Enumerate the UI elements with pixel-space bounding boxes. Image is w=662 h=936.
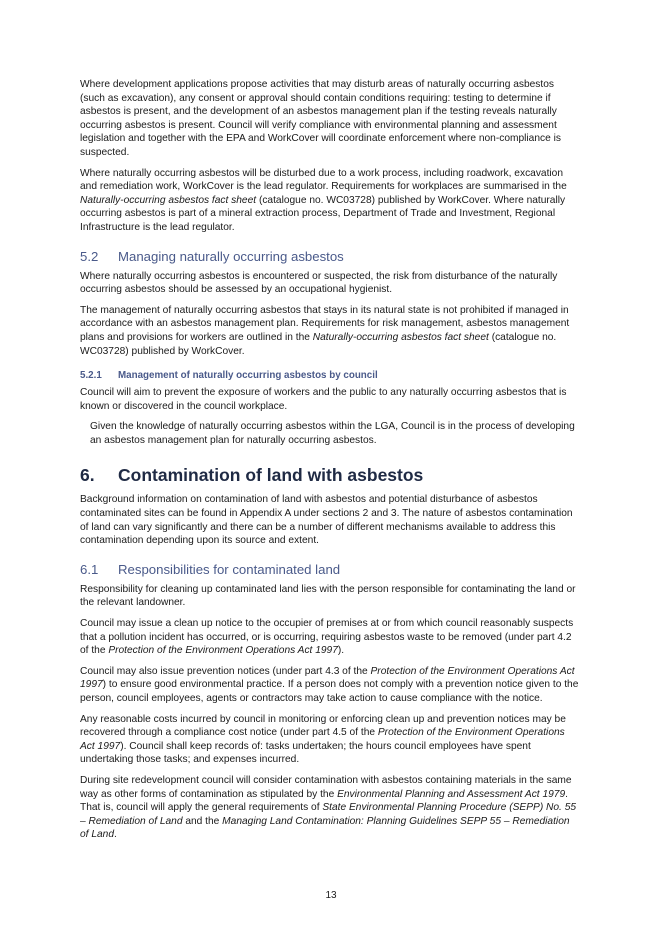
text-run: Council may also issue prevention notices (under part 4.3 of the xyxy=(80,665,371,677)
page-number: 13 xyxy=(325,890,337,901)
section-number: 6.1 xyxy=(80,561,99,577)
act-reference: Protection of the Environment Operations Act 1997 xyxy=(80,665,575,691)
paragraph-site-redevelopment xyxy=(80,774,580,842)
paragraph-risk-assessment: Where naturally occurring asbestos is encountered or suspected, the risk from disturbance of the naturally occurring asbestos should be assessed by an occupational hygienist. xyxy=(80,270,558,296)
text-run: ) to ensure good environmental practice. If a person does not comply with a prevention notice given to the person, council employees, agents or contractors may take action to cause compliance with the notice. xyxy=(80,679,579,704)
text-run: ). Council shall keep records of: tasks undertaken; the hours council employees have spent undertaking those tasks; and expenses incurred. xyxy=(80,740,531,766)
policy-reference: State Environmental Planning Procedure (SEPP) No. 55 – Remediation of Land xyxy=(80,802,577,827)
act-reference: Protection of the Environment Operations Act 1997 xyxy=(108,645,338,657)
act-reference: Environmental Planning and Assessment Act 1979 xyxy=(337,788,566,800)
section-title: Managing naturally occurring asbestos xyxy=(118,248,344,264)
paragraph-compliance-costs xyxy=(80,713,580,767)
paragraph-lga-knowledge: Given the knowledge of naturally occurring asbestos within the LGA, Council is in the process of developing an asbestos management plan for naturally occurring asbestos. xyxy=(90,421,575,446)
text-run: Council may issue a clean up notice to the occupier of premises at or from which council reasonably suspects that a pollution incident has occurred, or is occurring, requiring asbestos waste to be removed (under part 4.2 of the xyxy=(80,618,574,657)
act-reference: Protection of the Environment Operations Act 1997 xyxy=(80,727,565,752)
section-number: 5.2.1 xyxy=(80,370,102,382)
text-run: Any reasonable costs incurred by council in monitoring or enforcing clean up and prevention notices may be recovered through a compliance cost notice (under part 4.5 of the xyxy=(80,713,566,739)
paragraph-responsibility: Responsibility for cleaning up contaminated land lies with the person responsible for contaminating the land or the relevant landowner. xyxy=(80,583,576,609)
text-run: ). xyxy=(337,645,345,657)
paragraph-council-aim: Council will aim to prevent the exposure of workers and the public to any naturally occurring asbestos that is known or discovered in the council workplace. xyxy=(80,387,567,412)
text-run: The management of naturally occurring asbestos that stays in its natural state is not prohibited if managed in accordance with an asbestos management plan. Requirements for risk management, asbestos management plans and provisions for workers are outlined in the xyxy=(80,304,570,343)
document-reference: Naturally-occurring asbestos fact sheet xyxy=(312,331,489,343)
text-run: and the xyxy=(182,815,223,827)
section-heading-6 xyxy=(80,465,580,486)
text-run: (catalogue no. WC03728) published by WorkCover. xyxy=(80,331,557,357)
paragraph-development-applications: Where development applications propose activities that may disturb areas of naturally occurring asbestos (such as excavation), any consent or approval should contain conditions requiring: testing to determine if asbestos is present, and the development of an asbestos management plan if the testing reveals naturally occurring asbestos is present. Council will verify compliance with environmental planning and assessment legislation and together with the EPA and WorkCover will coordinate enforcement where non-compliance is suspected. xyxy=(80,79,561,158)
section-heading-5-2-1 xyxy=(80,370,580,381)
text-run: Where naturally occurring asbestos will be disturbed due to a work process, including roadwork, excavation and remediation work, WorkCover is the lead regulator. Requirements for workplaces are summarised in the xyxy=(80,167,567,193)
paragraph-workcover-lead-regulator xyxy=(80,167,580,235)
section-title: Management of naturally occurring asbestos by council xyxy=(118,370,378,382)
paragraph-clean-up-notice xyxy=(80,617,580,658)
document-reference: Naturally-occurring asbestos fact sheet xyxy=(80,194,257,206)
text-run: . xyxy=(114,829,117,841)
paragraph-management-plan xyxy=(80,304,580,358)
section-heading-5-2 xyxy=(80,249,580,264)
paragraph-background-information: Background information on contamination of land with asbestos and potential disturbance of asbestos contaminated sites can be found in Appendix A under sections 2 and 3. The nature of asbestos contamination of land can vary significantly and there can be a number of different mechanisms available to address this contamination depending upon its source and extent. xyxy=(80,494,573,547)
guideline-reference: Managing Land Contamination: Planning Guidelines SEPP 55 – Remediation of Land xyxy=(80,815,570,841)
section-title: Responsibilities for contaminated land xyxy=(118,561,341,577)
text-run: During site redevelopment council will consider contamination with asbestos containing materials in the same way as other forms of contamination as stipulated by the xyxy=(80,774,572,800)
section-number: 5.2 xyxy=(80,248,99,264)
section-heading-6-1 xyxy=(80,562,580,577)
paragraph-prevention-notices xyxy=(80,665,580,706)
text-run: . That is, council will apply the general requirements of xyxy=(80,788,568,814)
section-title: Contamination of land with asbestos xyxy=(118,465,424,486)
section-number: 6. xyxy=(80,465,95,486)
text-run: (catalogue no. WC03728) published by WorkCover. Where naturally occurring asbestos is part of a mineral extraction process, Department of Trade and Investment, Regional Infrastructure is the lead regulator. xyxy=(80,194,566,233)
document-body xyxy=(80,78,580,849)
